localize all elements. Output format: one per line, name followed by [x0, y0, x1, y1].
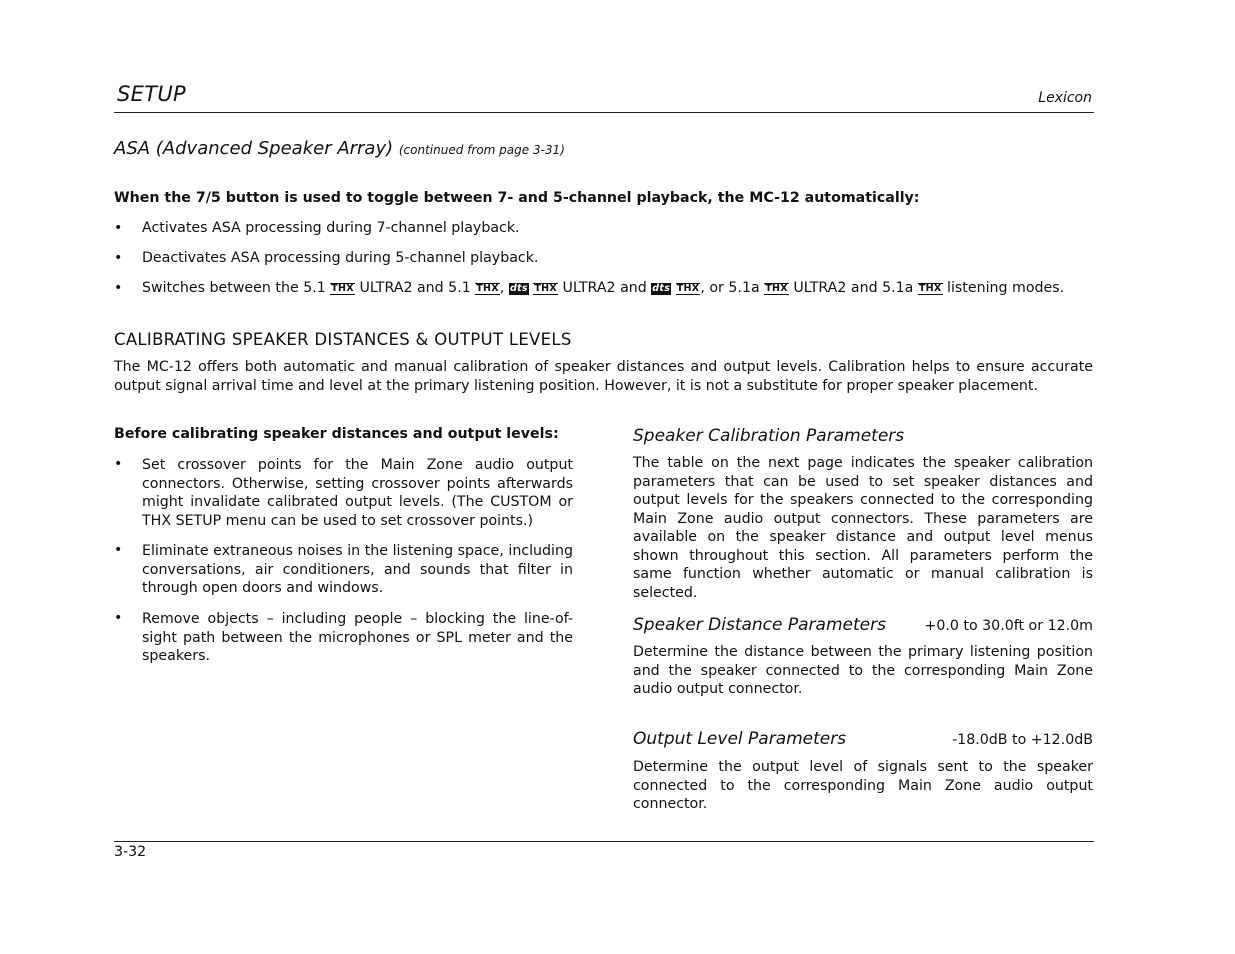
bullet-dot: •: [114, 542, 123, 558]
text-fragment: ULTRA2 and: [562, 280, 647, 296]
distance-body: Determine the distance between the primary listening position and the speaker connected to the corresponding Main Zone audio output connector.: [633, 644, 1093, 697]
list-item-text: Set crossover points for the Main Zone audio output connectors. Otherwise, setting crossover points afterwards might invalidate calibrated output levels. (The CUSTOM or THX SETUP menu can be used to set crossover points.): [142, 457, 573, 529]
text-fragment: , or 5.1a: [700, 280, 760, 296]
speaker-cal-heading: Speaker Calibration Parameters: [633, 426, 905, 446]
thx-logo: THX: [918, 283, 942, 294]
switch-modes-text: [142, 280, 1064, 296]
bullet-dot: •: [114, 610, 123, 626]
thx-logo: THX: [331, 283, 354, 294]
speaker-cal-body: The table on the next page indicates the speaker calibration parameters that can be used to set speaker distances and output levels for the speakers connected to the corresponding Main Zone audio output connectors. These parameters are available on the speaker distance and output level menus shown throughout this section. All parameters perform the same function whether automatic or manual calibration is selected.: [633, 455, 1093, 601]
asa-continued-note: (continued from page 3-31): [398, 143, 565, 157]
bullet-dot: •: [114, 280, 123, 296]
list-item-text: Remove objects – including people – blocking the line-of-sight path between the microphones or SPL meter and the speakers.: [142, 611, 573, 664]
page-number: 3-32: [114, 844, 147, 860]
text-fragment: ULTRA2 and 5.1a: [793, 280, 914, 296]
distance-range: +0.0 to 30.0ft or 12.0m: [924, 618, 1093, 634]
output-heading: Output Level Parameters: [633, 729, 847, 749]
asa-title: ASA (Advanced Speaker Array): [114, 138, 394, 159]
calibrating-intro: The MC-12 offers both automatic and manual calibration of speaker distances and output levels. Calibration helps to ensure accurate output signal arrival time and level at the primary listening position. However, it is not a substitute for proper speaker placement.: [114, 359, 1093, 394]
dts-logo: dts: [652, 283, 671, 294]
before-lead: Before calibrating speaker distances and output levels:: [114, 426, 559, 442]
footer-rule: [114, 841, 1094, 842]
bullet-dot: •: [114, 250, 123, 266]
output-range: -18.0dB to +12.0dB: [952, 732, 1093, 748]
asa-heading: [114, 138, 565, 159]
list-item-text: Activates ASA processing during 7-channel playback.: [142, 220, 520, 236]
thx-logo: THX: [534, 283, 558, 294]
text-fragment: listening modes.: [947, 280, 1065, 296]
list-item-text: Deactivates ASA processing during 5-channel playback.: [142, 250, 539, 266]
section-title: SETUP: [117, 82, 186, 106]
output-body: Determine the output level of signals sent to the speaker connected to the corresponding Main Zone audio output connector.: [633, 759, 1093, 812]
calibrating-heading: CALIBRATING SPEAKER DISTANCES & OUTPUT LEVELS: [114, 330, 572, 349]
brand-name: Lexicon: [1038, 90, 1092, 106]
asa-lead: When the 7/5 button is used to toggle between 7- and 5-channel playback, the MC-12 automatically:: [114, 190, 920, 206]
header-rule: [114, 112, 1094, 113]
thx-logo: THX: [676, 283, 700, 294]
bullet-dot: •: [114, 220, 123, 236]
list-item-text: Eliminate extraneous noises in the listening space, including conversations, air conditioners, and sounds that filter in through open doors and windows.: [142, 543, 573, 596]
thx-logo: THX: [765, 283, 788, 294]
before-list: [114, 456, 574, 664]
asa-bullet-list: [114, 220, 1104, 310]
distance-heading: Speaker Distance Parameters: [633, 615, 886, 635]
bullet-dot: •: [114, 456, 123, 472]
dts-logo: dts: [509, 283, 528, 294]
text-fragment: Switches between the 5.1: [142, 280, 326, 296]
text-fragment: ,: [499, 280, 505, 296]
thx-logo: THX: [476, 283, 499, 294]
text-fragment: ULTRA2 and 5.1: [359, 280, 471, 296]
